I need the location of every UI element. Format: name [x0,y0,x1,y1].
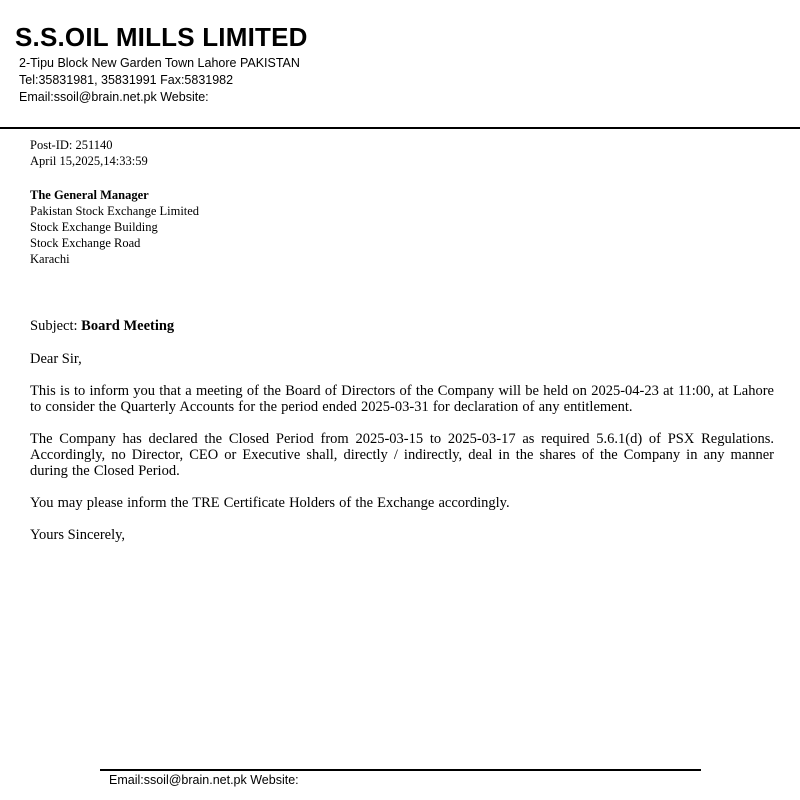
company-phone-fax: Tel:35831981, 35831991 Fax:5831982 [19,73,234,87]
recipient-title: The General Manager [30,188,149,202]
paragraph-inform: You may please inform the TRE Certificate Holders of the Exchange accordingly. [30,495,510,511]
letterhead [0,0,800,128]
company-email-website: Email:ssoil@brain.net.pk Website: [19,90,209,104]
recipient-line: Pakistan Stock Exchange Limited [30,204,200,218]
post-datetime: April 15,2025,14:33:59 [30,154,148,168]
subject-label: Subject: [30,318,78,334]
company-name: S.S.OIL MILLS LIMITED [15,22,308,52]
recipient-line: Stock Exchange Building [30,220,158,234]
paragraph-meeting: This is to inform you that a meeting of the Board of Directors of the Company will be held on 2025-04-23 at 11:00, at Lahore to consider the Quarterly Accounts for the period ended 2025-03-31 for declaration of any entitlement. [30,383,774,415]
subject-line [30,318,174,335]
paragraph-closed-period: The Company has declared the Closed Period from 2025-03-15 to 2025-03-17 as required 5.6.1(d) of PSX Regulations. Accordingly, no Director, CEO or Executive shall, directly / indirectly, deal in the shares of the Company in any manner during the Closed Period. [30,431,774,479]
footer-email-website: Email:ssoil@brain.net.pk Website: [109,773,299,787]
recipient-line: Stock Exchange Road [30,236,141,250]
post-id: Post-ID: 251140 [30,138,113,152]
header-divider [0,127,800,129]
subject-value: Board Meeting [81,318,175,334]
salutation: Dear Sir, [30,351,82,367]
footer-divider [100,769,701,771]
closing: Yours Sincerely, [30,527,126,543]
recipient-line: Karachi [30,252,70,266]
company-address: 2-Tipu Block New Garden Town Lahore PAKISTAN [19,56,300,70]
